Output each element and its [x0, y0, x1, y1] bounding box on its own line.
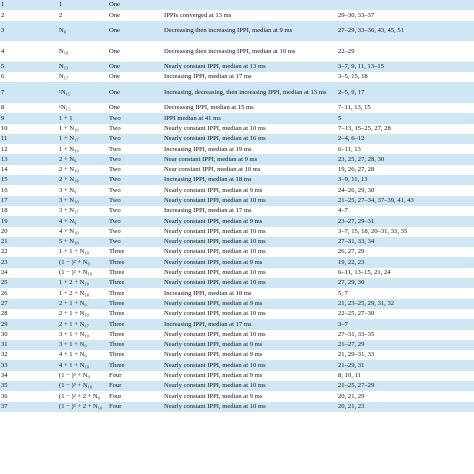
table-row — [0, 288, 474, 298]
regions-cell: Three — [108, 257, 163, 267]
events-cell: 19, 22, 23 — [337, 257, 474, 267]
row-id-cell: 15 — [0, 175, 58, 185]
events-cell: 8, 10, 11 — [337, 371, 474, 381]
regions-cell: Three — [108, 299, 163, 309]
distribution-cell: (1 − )² + N₉ — [58, 257, 108, 267]
row-id-cell: 9 — [0, 113, 58, 123]
row-id-cell: 11 — [0, 134, 58, 144]
pattern-cell: Near constant IPPI, median at 10 ms — [163, 165, 337, 175]
regions-cell: Three — [108, 288, 163, 298]
pattern-cell: Nearly constant IPPI, median at 10 ms — [163, 309, 337, 319]
pattern-cell: Nearly constant IPPI, median at 10 ms — [163, 402, 337, 412]
table-row — [0, 144, 474, 154]
row-id-cell: 26 — [0, 288, 58, 298]
table-row — [0, 113, 474, 123]
row-id-cell: 24 — [0, 268, 58, 278]
pattern-cell: Nearly constant IPPI, median at 10 ms — [163, 124, 337, 134]
pattern-cell — [163, 0, 337, 10]
pattern-cell: Nearly constant IPPI, median at 9 ms — [163, 299, 337, 309]
row-id-cell: 3 — [0, 21, 58, 42]
pattern-cell: Nearly constant IPPI, median at 10 ms — [163, 268, 337, 278]
table-row — [0, 175, 474, 185]
events-cell: 21–25, 27–34, 37–39, 41, 43 — [337, 196, 474, 206]
table-row — [0, 330, 474, 340]
table-row — [0, 21, 474, 42]
distribution-cell: 3 + 1 + N₁₀ — [58, 330, 108, 340]
events-cell: 5, 7 — [337, 288, 474, 298]
events-cell: 6–11, 13–15, 21, 24 — [337, 268, 474, 278]
distribution-cell: 1 + N₁₉ — [58, 144, 108, 154]
pattern-cell: Nearly constant IPPI, median at 16 ms — [163, 134, 337, 144]
pattern-cell: Nearly constant IPPI, median at 10 ms — [163, 330, 337, 340]
pattern-cell: IPPIs converged at 13 ms — [163, 10, 337, 20]
regions-cell: Three — [108, 350, 163, 360]
distribution-cell: 1 + N₁₀ — [58, 124, 108, 134]
table-row — [0, 299, 474, 309]
regions-cell: Two — [108, 144, 163, 154]
distribution-cell: 2 + 1 + N₁₀ — [58, 309, 108, 319]
distribution-cell: 1 + N₁₇ — [58, 134, 108, 144]
table-row — [0, 216, 474, 226]
table-row — [0, 124, 474, 134]
distribution-cell: ¹N₁₅ — [58, 82, 108, 103]
events-cell: 24–26, 29, 30 — [337, 185, 474, 195]
events-cell: 22–25, 27–30 — [337, 309, 474, 319]
distribution-cell: N₁₀ — [58, 41, 108, 62]
row-id-cell: 2 — [0, 10, 58, 20]
table-row — [0, 381, 474, 391]
pattern-cell: Nearly constant IPPI, median at 10 ms — [163, 247, 337, 257]
table-row — [0, 309, 474, 319]
row-id-cell: 4 — [0, 41, 58, 62]
table-row — [0, 10, 474, 20]
events-cell: 27–29, 33–36, 43, 45, 51 — [337, 21, 474, 42]
regions-cell: Three — [108, 247, 163, 257]
row-id-cell: 27 — [0, 299, 58, 309]
row-id-cell: 17 — [0, 196, 58, 206]
regions-cell: Two — [108, 124, 163, 134]
row-id-cell: 1 — [0, 0, 58, 10]
row-id-cell: 25 — [0, 278, 58, 288]
pattern-cell: Increasing IPPI, median at 18 ms — [163, 175, 337, 185]
regions-cell: One — [108, 21, 163, 42]
row-id-cell: 28 — [0, 309, 58, 319]
events-cell: 2–4, 6–12 — [337, 134, 474, 144]
distribution-cell: 1 — [58, 0, 108, 10]
row-id-cell: 31 — [0, 340, 58, 350]
row-id-cell: 21 — [0, 237, 58, 247]
events-cell — [337, 0, 474, 10]
row-id-cell: 35 — [0, 381, 58, 391]
regions-cell: Three — [108, 309, 163, 319]
pattern-cell: Increasing IPPI, median at 17 ms — [163, 72, 337, 82]
pattern-cell: Nearly constant IPPI, median at 10 ms — [163, 196, 337, 206]
pattern-cell: Nearly constant IPPI, median at 9 ms — [163, 391, 337, 401]
distribution-cell: 2 + N₁₈ — [58, 175, 108, 185]
distribution-cell: 4 + N₁₀ — [58, 227, 108, 237]
events-cell: 27, 29, 30 — [337, 278, 474, 288]
row-id-cell: 32 — [0, 350, 58, 360]
table-row — [0, 227, 474, 237]
pattern-cell: Increasing IPPI, median at 19 ms — [163, 144, 337, 154]
distribution-cell: 4 + 1 + N₉ — [58, 350, 108, 360]
regions-cell: Three — [108, 330, 163, 340]
pattern-cell: Nearly constant IPPI, median at 9 ms — [163, 340, 337, 350]
distribution-cell: 3 + N₁₀ — [58, 196, 108, 206]
row-id-cell: 8 — [0, 103, 58, 113]
row-id-cell: 12 — [0, 144, 58, 154]
regions-cell: Four — [108, 371, 163, 381]
table-row — [0, 206, 474, 216]
table-row — [0, 237, 474, 247]
pattern-cell: Nearly constant IPPI, median at 9 ms — [163, 216, 337, 226]
distribution-cell: 1 + 2 + N₁₀ — [58, 278, 108, 288]
table-row — [0, 268, 474, 278]
pattern-cell: Nearly constant IPPI, median at 10 ms — [163, 237, 337, 247]
events-cell: 3–7, 9, 11, 13–15 — [337, 62, 474, 72]
events-cell: 6–11, 13 — [337, 144, 474, 154]
events-cell: 20, 21, 29 — [337, 391, 474, 401]
pattern-cell: Increasing, decreasing, then increasing IPPI, median at 13 ms — [163, 82, 337, 103]
distribution-cell: (1 − )² + 2 + N₁₀ — [58, 402, 108, 412]
pattern-cell: Nearly constant IPPI, median at 9 ms — [163, 185, 337, 195]
regions-cell: Three — [108, 268, 163, 278]
regions-cell: Two — [108, 206, 163, 216]
table-row — [0, 257, 474, 267]
regions-cell: Three — [108, 319, 163, 329]
row-id-cell: 6 — [0, 72, 58, 82]
table-row — [0, 165, 474, 175]
row-id-cell: 13 — [0, 154, 58, 164]
events-cell: 20, 21, 23 — [337, 402, 474, 412]
regions-cell: Two — [108, 227, 163, 237]
distribution-cell: N₁₃ — [58, 62, 108, 72]
events-cell: 3–9, 11, 13 — [337, 175, 474, 185]
pattern-cell: Near constant IPPI, median at 9 ms — [163, 154, 337, 164]
events-cell: 26, 27, 29 — [337, 247, 474, 257]
distribution-cell: 1 + 2 + N₁₈ — [58, 288, 108, 298]
regions-cell: Two — [108, 134, 163, 144]
table-row — [0, 391, 474, 401]
table-row — [0, 154, 474, 164]
distribution-cell: 4 + 1 + N₁₀ — [58, 360, 108, 370]
pattern-cell: Nearly constant IPPI, median at 9 ms — [163, 257, 337, 267]
regions-cell: Two — [108, 154, 163, 164]
distribution-cell: 5 + N₁₀ — [58, 237, 108, 247]
events-cell: 29–30, 33–37 — [337, 10, 474, 20]
pattern-cell: Decreasing IPPI, median at 15 ms — [163, 103, 337, 113]
table-row — [0, 360, 474, 370]
regions-cell: Three — [108, 340, 163, 350]
row-id-cell: 23 — [0, 257, 58, 267]
pattern-cell: Increasing IPPI, median at 17 ms — [163, 206, 337, 216]
row-id-cell: 14 — [0, 165, 58, 175]
events-cell: 3–5, 15, 18 — [337, 72, 474, 82]
distribution-cell: 3 + N₁₇ — [58, 206, 108, 216]
regions-cell: One — [108, 72, 163, 82]
events-cell: 23, 25, 27, 28, 30 — [337, 154, 474, 164]
table-row — [0, 340, 474, 350]
distribution-cell: 2 — [58, 10, 108, 20]
events-cell: 5 — [337, 113, 474, 123]
events-cell: 21–25, 27–29 — [337, 381, 474, 391]
row-id-cell: 29 — [0, 319, 58, 329]
regions-cell: Four — [108, 381, 163, 391]
distribution-cell: 1 + 1 — [58, 113, 108, 123]
distribution-cell: 2 + N₁₀ — [58, 165, 108, 175]
regions-cell: One — [108, 41, 163, 62]
regions-cell: One — [108, 103, 163, 113]
regions-cell: One — [108, 10, 163, 20]
distribution-cell: 2 + 1 + N₉ — [58, 299, 108, 309]
events-cell: 7–13, 15–25, 27, 28 — [337, 124, 474, 134]
events-cell: 7–11, 13, 15 — [337, 103, 474, 113]
pattern-cell: Nearly constant IPPI, median at 10 ms — [163, 381, 337, 391]
table-row — [0, 185, 474, 195]
regions-cell: Two — [108, 185, 163, 195]
events-cell: 27–31, 33, 34 — [337, 237, 474, 247]
regions-cell: Two — [108, 196, 163, 206]
regions-cell: Four — [108, 391, 163, 401]
pattern-cell: Increasing IPPI, median at 17 ms — [163, 319, 337, 329]
regions-cell: Two — [108, 237, 163, 247]
regions-cell: Four — [108, 402, 163, 412]
pattern-cell: Nearly constant IPPI, median at 10 ms — [163, 227, 337, 237]
row-id-cell: 20 — [0, 227, 58, 237]
distribution-cell: ¹N₁₅ — [58, 103, 108, 113]
events-cell: 3–7 — [337, 319, 474, 329]
events-cell: 19, 26, 27, 28 — [337, 165, 474, 175]
pattern-cell: Nearly constant IPPI, median at 9 ms — [163, 350, 337, 360]
regions-cell: One — [108, 0, 163, 10]
events-cell: 23–27, 29–31 — [337, 216, 474, 226]
row-id-cell: 18 — [0, 206, 58, 216]
regions-cell: One — [108, 62, 163, 72]
distribution-cell: N₁₇ — [58, 72, 108, 82]
table-row — [0, 350, 474, 360]
table-row — [0, 0, 474, 10]
events-cell: 21–29, 31 — [337, 360, 474, 370]
distribution-cell: (1 − )² + N₁₀ — [58, 268, 108, 278]
regions-cell: Two — [108, 216, 163, 226]
distribution-cell: (1 − )³ + N₁₀ — [58, 381, 108, 391]
pattern-cell: Decreasing then increasing IPPI, median at 10 ms — [163, 41, 337, 62]
pattern-cell: Nearly constant IPPI, median at 9 ms — [163, 371, 337, 381]
row-id-cell: 10 — [0, 124, 58, 134]
events-cell: 21–27, 29 — [337, 340, 474, 350]
regions-cell: One — [108, 82, 163, 103]
distribution-cell: 2 + N₉ — [58, 154, 108, 164]
table-row — [0, 72, 474, 82]
row-id-cell: 5 — [0, 62, 58, 72]
pattern-cell: Increasing IPPI, median at 18 ms — [163, 288, 337, 298]
row-id-cell: 7 — [0, 82, 58, 103]
events-cell: 3–7, 15, 18, 20–31, 33, 35 — [337, 227, 474, 237]
table-row — [0, 247, 474, 257]
pattern-cell: Nearly constant IPPI, median at 10 ms — [163, 360, 337, 370]
table-row — [0, 103, 474, 113]
pattern-cell: Nearly constant IPPI, median at 13 ms — [163, 62, 337, 72]
events-cell: 27–31, 33–35 — [337, 330, 474, 340]
events-cell: 2–5, 9, 17 — [337, 82, 474, 103]
regions-cell: Three — [108, 278, 163, 288]
row-id-cell: 33 — [0, 360, 58, 370]
table-row — [0, 41, 474, 62]
events-cell: 21, 23–25, 29, 31, 32 — [337, 299, 474, 309]
distribution-cell: 4 + N₉ — [58, 216, 108, 226]
events-cell: 21, 29–31, 33 — [337, 350, 474, 360]
pattern-cell: IPPI median at 41 ms — [163, 113, 337, 123]
table-row — [0, 319, 474, 329]
row-id-cell: 37 — [0, 402, 58, 412]
distribution-cell: (1 − )² + 2 + N₉ — [58, 391, 108, 401]
regions-cell: Three — [108, 360, 163, 370]
pattern-cell: Decreasing then increasing IPPI, median at 9 ms — [163, 21, 337, 42]
row-id-cell: 36 — [0, 391, 58, 401]
row-id-cell: 16 — [0, 185, 58, 195]
table-row — [0, 196, 474, 206]
table-row — [0, 82, 474, 103]
distribution-cell: (1 − )³ + N₉ — [58, 371, 108, 381]
distribution-cell: 2 + 1 + N₁₇ — [58, 319, 108, 329]
distribution-cell: 3 + N₉ — [58, 185, 108, 195]
distribution-cell: 1 + 1 + N₁₀ — [58, 247, 108, 257]
row-id-cell: 30 — [0, 330, 58, 340]
row-id-cell: 22 — [0, 247, 58, 257]
table-row — [0, 371, 474, 381]
row-id-cell: 34 — [0, 371, 58, 381]
table-row — [0, 134, 474, 144]
row-id-cell: 19 — [0, 216, 58, 226]
distribution-cell: 3 + 1 + N₉ — [58, 340, 108, 350]
events-cell: 22–29 — [337, 41, 474, 62]
distribution-cell: N₈ — [58, 21, 108, 42]
regions-cell: Two — [108, 175, 163, 185]
regions-cell: Two — [108, 165, 163, 175]
table-row — [0, 62, 474, 72]
table-row — [0, 278, 474, 288]
pattern-cell: Nearly constant IPPI, median at 10 ms — [163, 278, 337, 288]
regions-cell: Two — [108, 113, 163, 123]
table-row — [0, 402, 474, 412]
events-cell: 4–7 — [337, 206, 474, 216]
